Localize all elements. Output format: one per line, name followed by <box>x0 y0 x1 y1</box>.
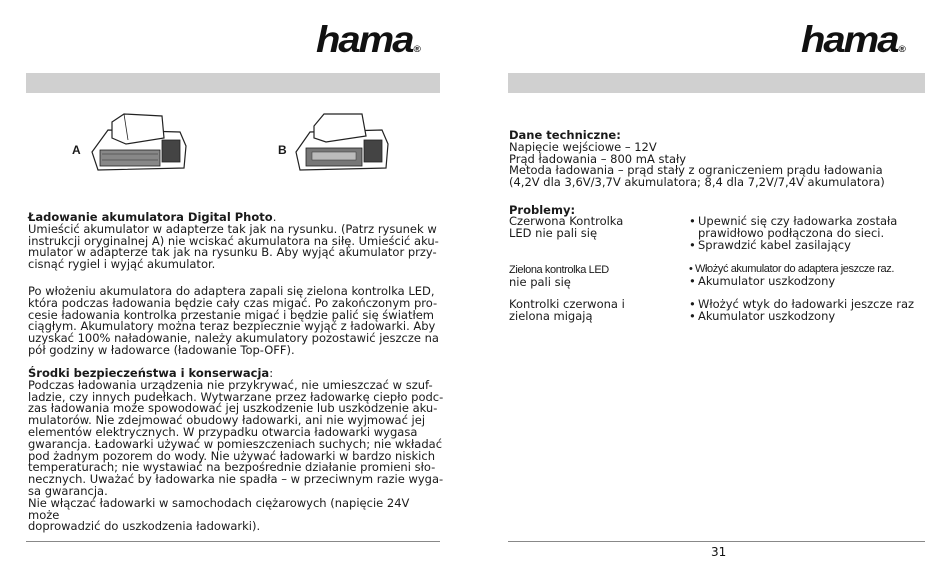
figure-a-label: A <box>72 143 81 157</box>
header-band <box>26 73 440 93</box>
charging-heading: Ładowanie akumulatora Digital Photo <box>28 210 273 224</box>
fix-item: prawidłowo podłączona do sieci. <box>698 225 885 240</box>
fix-item: • Sprawdzić kabel zasilający <box>689 237 851 252</box>
charger-illustration-b <box>292 112 392 180</box>
header-band <box>508 73 925 93</box>
fix-item: • Akumulator uszkodzony <box>689 308 836 323</box>
fix-item: • Włożyć wtyk do ładowarki jeszcze raz <box>689 297 915 311</box>
tech-lines: Napięcie wejściowe – 12V Prąd ładowania – 800 mA stały Metoda ładowania – prąd stały z ograniczeniem prądu ładowania (4,2V dla 3,6V/3,7V akumulatora; 8,4 dla 7,2V/7,4V akumulatora) <box>509 139 885 190</box>
charging-section: Ładowanie akumulatora Digital Photo. Umieścić akumulator w adapterze tak jak na rysunku. (Patrz rysunek w instrukcji oryginalnej A) nie wciskać akumulatora na siłę. Umieścić aku- mulator w adapterze tak jak na rysunku B. Aby wyjąć akumulator przy- cisnąć rygiel i wyjąć akumulator. <box>28 210 439 272</box>
problem-fixes <box>689 216 944 251</box>
footer-rule <box>26 541 440 542</box>
figure-b-label: B <box>278 143 287 157</box>
problems-heading: Problemy: <box>509 203 576 217</box>
safety-heading: Środki bezpieczeństwa i konserwacja <box>28 366 270 380</box>
problem-condition: Kontrolki czerwona i zielona migają <box>509 297 625 323</box>
right-page <box>475 0 950 564</box>
hama-logo: hama® <box>801 19 906 61</box>
hama-logo: hama® <box>316 19 421 61</box>
safety-paragraph: Podczas ładowania urządzenia nie przykrywać, nie umieszczać w szuf- ladzie, czy innych pudełkach. Wytwarzane przez ładowarkę ciepło podc- zas ładowania może spowodować jej uszkodzenie lub uszkodzenie aku- mulatorów. Nie zdejmować obudowy ładowarki, ani nie wyjmować jej elementów elektrycznych. W przypadku otwarcia ładowarki wygasa gwarancja. Ładowarki używać w pomieszczeniach suchych; nie wkładać pod żadnym pozorem do wody. Nie używać ładowarki w bardzo niskich temperaturach; nie wystawiać na bezpośrednie działanie promieni sło- necznych. Uważać by ładowarka nie spadła – w przeciwnym razie wyga- sa gwarancja. Nie włączać ładowarki w samochodach ciężarowych (napięcie 24V może doprowadzić do uszkodzenia ładowarki). <box>28 377 444 534</box>
problem-fixes <box>689 299 944 323</box>
problem-condition: Zielona kontrolka LED nie pali się <box>509 264 609 289</box>
problem-condition: Czerwona Kontrolka LED nie pali się <box>509 214 624 240</box>
charging-paragraph: Umieścić akumulator w adapterze tak jak na rysunku. (Patrz rysunek w instrukcji oryginalnej A) nie wciskać akumulatora na siłę. Umieścić aku- mulator w adapterze tak jak na rysunku B. Aby wyjąć akumulator przy- cisnąć rygiel i wyjąć akumulator. <box>28 221 439 272</box>
footer-rule <box>508 541 925 542</box>
tech-data-section <box>509 130 929 189</box>
charger-illustration-a <box>88 112 188 180</box>
fix-item: • Upewnić się czy ładowarka została <box>689 214 898 228</box>
fix-item: • Włożyć akumulator do adaptera jeszcze raz. <box>689 263 895 275</box>
tech-heading: Dane techniczne: <box>509 128 621 142</box>
led-paragraph: Po włożeniu akumulatora do adaptera zapali się zielona kontrolka LED, która podczas ładowania będzie cały czas migać. Po zakończonym pro- cesie ładowania kontrolka przestanie migać i będzie palić się światłem ciągłym. Akumulatory można teraz bezpiecznie wyjąć z ładowarki. Aby uzyskać 100% naładowanie, należy akumulatory pozostawić jeszcze na pół godziny w ładowarce (ładowanie Top-OFF). <box>28 284 439 357</box>
page-number: 31 <box>711 545 727 559</box>
safety-section: Środki bezpieczeństwa i konserwacja: Podczas ładowania urządzenia nie przykrywać, nie umieszczać w szuf- ladzie, czy innych pudełkach. Wytwarzane przez ładowarkę ciepło podc- zas ładowania może spowodować jej uszkodzenie lub uszkodzenie aku- mulatorów. Nie zdejmować obudowy ładowarki, ani nie wyjmować jej elementów elektrycznych. W przypadku otwarcia ładowarki wygasa gwarancja. Ładowarki używać w pomieszczeniach suchych; nie wkładać pod żadnym pozorem do wody. Nie używać ładowarki w bardzo niskich temperaturach; nie wystawiać na bezpośrednie działanie promieni sło- necznych. Uważać by ładowarka nie spadła – w przeciwnym razie wyga- sa gwarancja. Nie włączać ładowarki w samochodach ciężarowych (napięcie 24V może doprowadzić do uszkodzenia ładowarki). <box>28 366 444 534</box>
problem-fixes <box>689 264 944 288</box>
fix-item: • Akumulator uszkodzony <box>689 273 836 288</box>
